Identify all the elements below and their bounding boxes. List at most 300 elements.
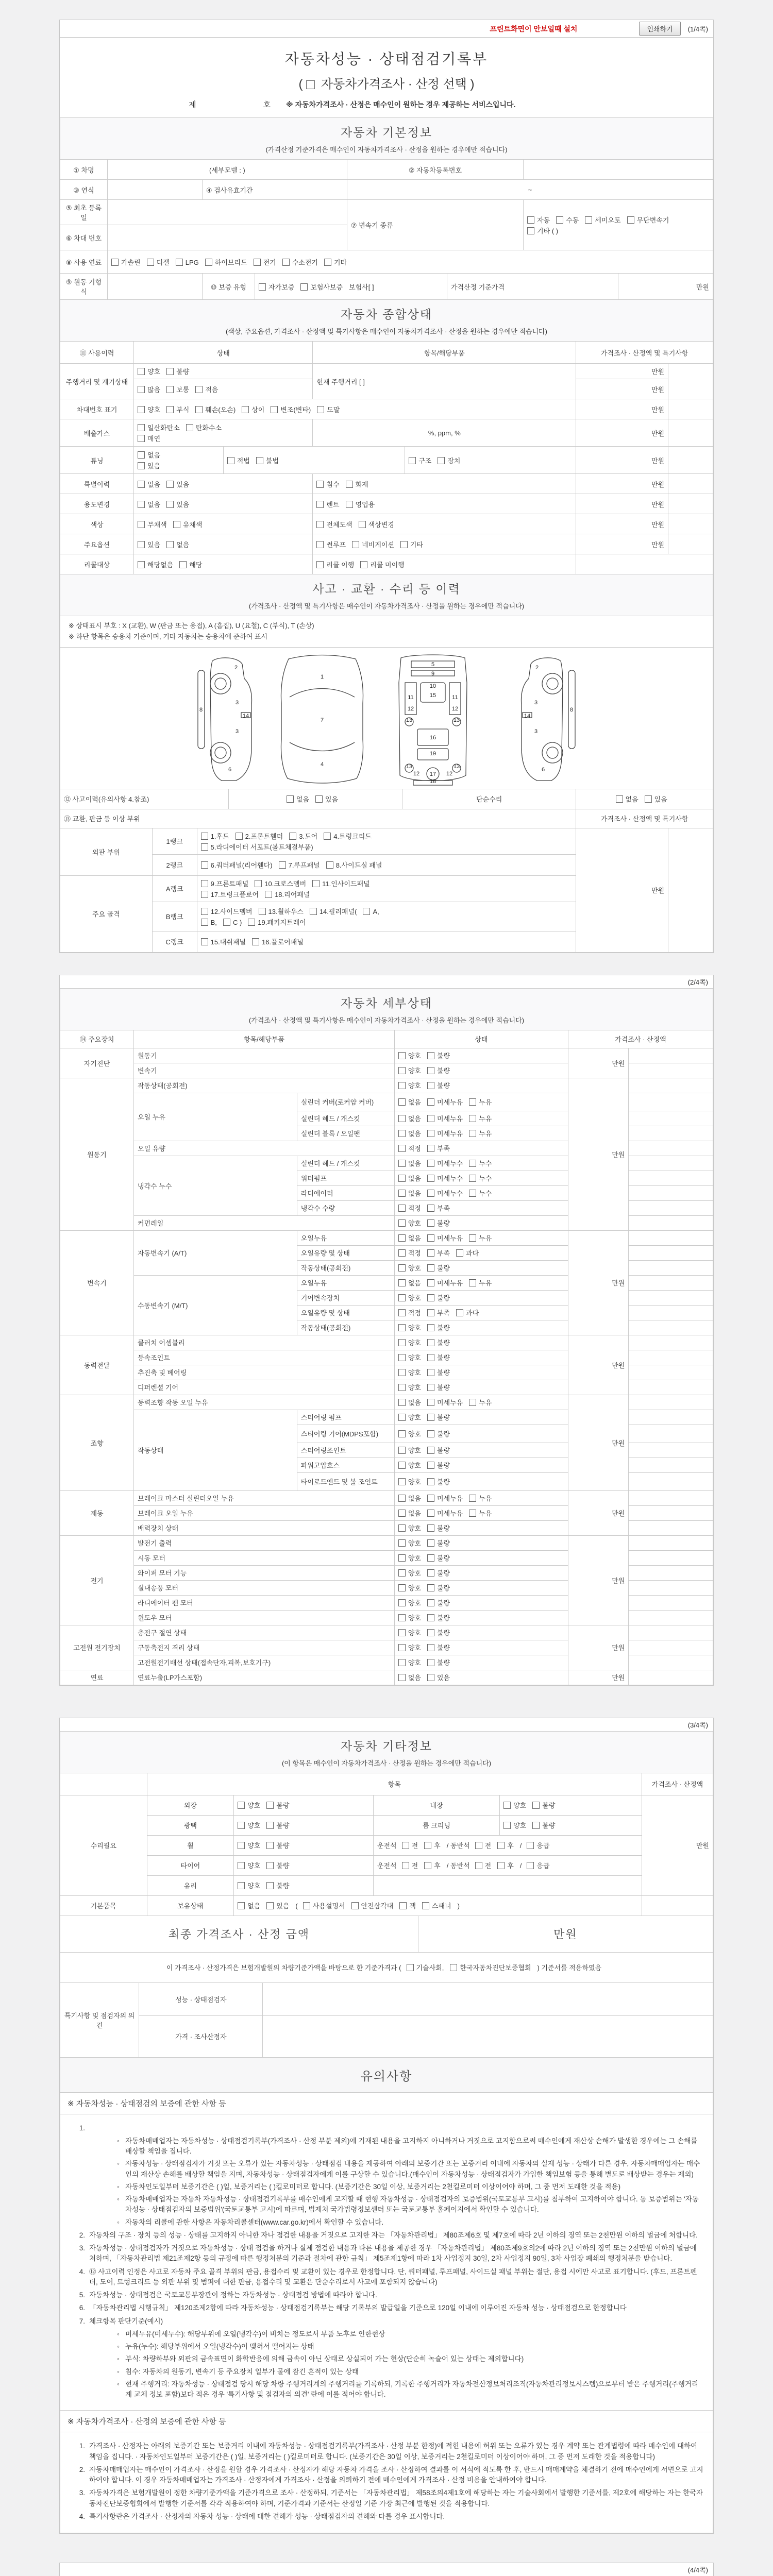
checkbox[interactable]: [409, 457, 416, 464]
checkbox[interactable]: [166, 406, 174, 413]
checkbox-option[interactable]: [398, 1158, 421, 1168]
checkbox-option[interactable]: [398, 1508, 421, 1518]
checkbox[interactable]: [402, 1862, 409, 1869]
checkbox-option[interactable]: [300, 282, 343, 292]
checkbox[interactable]: [315, 795, 323, 803]
checkbox[interactable]: [427, 1495, 434, 1502]
checkbox[interactable]: [427, 1554, 434, 1562]
checkbox[interactable]: [398, 1462, 406, 1469]
checkbox-option[interactable]: [427, 1188, 463, 1198]
checkbox[interactable]: [271, 406, 278, 413]
checkbox[interactable]: [427, 1614, 434, 1621]
checkbox-option[interactable]: [166, 499, 189, 509]
checkbox-option[interactable]: [398, 1065, 421, 1075]
checkbox-option[interactable]: [138, 539, 160, 549]
checkbox-option[interactable]: [398, 1628, 421, 1637]
checkbox-option[interactable]: [527, 226, 558, 235]
checkbox-option[interactable]: [266, 1800, 289, 1810]
checkbox-option[interactable]: [242, 404, 264, 414]
checkbox[interactable]: [398, 1674, 406, 1681]
checkbox-option[interactable]: [469, 1113, 492, 1123]
checkbox-option[interactable]: [627, 215, 669, 225]
checkbox-option[interactable]: [227, 455, 250, 465]
checkbox-option[interactable]: [201, 889, 259, 899]
checkbox[interactable]: [427, 1369, 434, 1376]
checkbox[interactable]: [324, 833, 331, 840]
checkbox-option[interactable]: [138, 519, 167, 529]
checkbox-option[interactable]: [427, 1143, 450, 1153]
checkbox[interactable]: [527, 1842, 534, 1849]
checkbox[interactable]: [398, 1309, 406, 1316]
checkbox[interactable]: [398, 1339, 406, 1346]
checkbox-option[interactable]: [469, 1233, 492, 1243]
checkbox[interactable]: [497, 1842, 505, 1849]
checkbox-option[interactable]: [138, 366, 160, 376]
checkbox[interactable]: [266, 1802, 274, 1809]
checkbox[interactable]: [316, 541, 324, 548]
checkbox[interactable]: [351, 1902, 359, 1909]
checkbox-option[interactable]: [317, 404, 340, 414]
checkbox-option[interactable]: [201, 937, 246, 946]
checkbox[interactable]: [256, 457, 263, 464]
checkbox-option[interactable]: [398, 1412, 421, 1422]
checkbox-option[interactable]: [398, 1672, 421, 1682]
checkbox[interactable]: [427, 1082, 434, 1089]
checkbox-option[interactable]: [469, 1097, 492, 1107]
checkbox-option[interactable]: [316, 539, 346, 549]
checkbox[interactable]: [138, 462, 145, 469]
checkbox-option[interactable]: [205, 257, 247, 267]
checkbox[interactable]: [427, 1524, 434, 1532]
checkbox-option[interactable]: [427, 1097, 463, 1107]
checkbox-option[interactable]: [352, 539, 394, 549]
checkbox[interactable]: [424, 1862, 431, 1869]
checkbox[interactable]: [398, 1145, 406, 1152]
checkbox[interactable]: [195, 406, 203, 413]
checkbox-option[interactable]: [427, 1477, 450, 1486]
checkbox-option[interactable]: [398, 1323, 421, 1332]
checkbox[interactable]: [427, 1098, 434, 1106]
checkbox-option[interactable]: [427, 1412, 450, 1422]
checkbox-option[interactable]: [475, 1860, 492, 1870]
checkbox[interactable]: [427, 1234, 434, 1242]
checkbox[interactable]: [266, 1862, 274, 1869]
checkbox[interactable]: [427, 1264, 434, 1272]
checkbox-option[interactable]: [398, 1382, 421, 1392]
checkbox[interactable]: [195, 386, 203, 393]
checkbox-option[interactable]: [236, 831, 283, 841]
checkbox-option[interactable]: [427, 1323, 450, 1332]
checkbox[interactable]: [398, 1430, 406, 1437]
checkbox-option[interactable]: [424, 1860, 441, 1870]
checkbox-option[interactable]: [398, 1460, 421, 1470]
checkbox-option[interactable]: [398, 1233, 421, 1243]
checkbox[interactable]: [398, 1584, 406, 1591]
checkbox[interactable]: [324, 259, 331, 266]
checkbox[interactable]: [201, 919, 208, 926]
checkbox-option[interactable]: [527, 215, 550, 225]
checkbox-option[interactable]: [427, 1508, 463, 1518]
checkbox-option[interactable]: [289, 831, 317, 841]
checkbox[interactable]: [205, 259, 212, 266]
checkbox[interactable]: [427, 1309, 434, 1316]
checkbox[interactable]: [346, 481, 353, 488]
checkbox-option[interactable]: [201, 831, 229, 841]
checkbox[interactable]: [398, 1234, 406, 1242]
checkbox-option[interactable]: [138, 479, 160, 489]
checkbox[interactable]: [427, 1279, 434, 1286]
checkbox-option[interactable]: [427, 1493, 463, 1503]
checkbox[interactable]: [201, 843, 208, 851]
checkbox-option[interactable]: [279, 860, 320, 870]
checkbox[interactable]: [616, 795, 623, 803]
checkbox-option[interactable]: [398, 1477, 421, 1486]
checkbox-option[interactable]: [527, 1840, 549, 1850]
checkbox[interactable]: [398, 1067, 406, 1074]
checkbox-option[interactable]: [138, 433, 160, 443]
checkbox-option[interactable]: [259, 282, 294, 292]
checkbox[interactable]: [427, 1384, 434, 1391]
checkbox[interactable]: [287, 795, 294, 803]
checkbox-option[interactable]: [427, 1080, 450, 1090]
checkbox-option[interactable]: [450, 1962, 531, 1972]
checkbox-option[interactable]: [409, 455, 431, 465]
checkbox-option[interactable]: [427, 1128, 463, 1138]
checkbox-option[interactable]: [427, 1583, 450, 1592]
checkbox[interactable]: [427, 1249, 434, 1257]
checkbox-option[interactable]: [316, 499, 339, 509]
checkbox[interactable]: [469, 1190, 476, 1197]
checkbox[interactable]: [469, 1510, 476, 1517]
checkbox-option[interactable]: [427, 1613, 450, 1622]
checkbox[interactable]: [238, 1862, 245, 1869]
checkbox-option[interactable]: [223, 919, 242, 926]
checkbox-option[interactable]: [324, 831, 372, 841]
checkbox-option[interactable]: [527, 1860, 549, 1870]
checkbox-option[interactable]: [456, 1308, 479, 1317]
checkbox[interactable]: [398, 1629, 406, 1636]
checkbox[interactable]: [398, 1190, 406, 1197]
checkbox[interactable]: [503, 1822, 511, 1829]
checkbox[interactable]: [427, 1219, 434, 1227]
checkbox[interactable]: [398, 1175, 406, 1182]
checkbox-option[interactable]: [238, 1840, 260, 1850]
checkbox[interactable]: [138, 424, 145, 431]
checkbox[interactable]: [398, 1160, 406, 1167]
checkbox-option[interactable]: [316, 519, 352, 529]
checkbox[interactable]: [427, 1510, 434, 1517]
checkbox[interactable]: [532, 1802, 540, 1809]
checkbox[interactable]: [398, 1264, 406, 1272]
checkbox-option[interactable]: [427, 1538, 450, 1548]
checkbox[interactable]: [398, 1354, 406, 1361]
checkbox[interactable]: [166, 368, 174, 375]
checkbox[interactable]: [138, 521, 145, 528]
checkbox-option[interactable]: [469, 1493, 492, 1503]
checkbox[interactable]: [166, 501, 174, 508]
checkbox[interactable]: [402, 1842, 409, 1849]
checkbox[interactable]: [398, 1554, 406, 1562]
checkbox-option[interactable]: [138, 461, 160, 470]
checkbox[interactable]: [398, 1599, 406, 1606]
checkbox[interactable]: [398, 1539, 406, 1547]
checkbox[interactable]: [427, 1430, 434, 1437]
checkbox-option[interactable]: [324, 257, 347, 267]
checkbox[interactable]: [310, 908, 317, 915]
checkbox-option[interactable]: [138, 404, 160, 414]
checkbox[interactable]: [223, 919, 230, 926]
checkbox[interactable]: [398, 1478, 406, 1485]
checkbox[interactable]: [201, 891, 208, 898]
checkbox-option[interactable]: [427, 1397, 463, 1407]
checkbox-option[interactable]: [469, 1173, 492, 1183]
checkbox-option[interactable]: [316, 560, 354, 569]
checkbox[interactable]: [427, 1067, 434, 1074]
checkbox-option[interactable]: [645, 794, 667, 804]
checkbox-option[interactable]: [398, 1397, 421, 1407]
checkbox-option[interactable]: [252, 937, 304, 946]
checkbox[interactable]: [427, 1339, 434, 1346]
checkbox-option[interactable]: [503, 1820, 526, 1830]
checkbox[interactable]: [398, 1219, 406, 1227]
checkbox-option[interactable]: [398, 1523, 421, 1533]
checkbox[interactable]: [201, 908, 208, 915]
checkbox-option[interactable]: [427, 1173, 463, 1183]
checkbox[interactable]: [316, 501, 324, 508]
checkbox[interactable]: [427, 1145, 434, 1152]
checkbox[interactable]: [279, 861, 286, 869]
checkbox[interactable]: [282, 259, 290, 266]
checkbox-option[interactable]: [248, 917, 306, 927]
checkbox[interactable]: [398, 1130, 406, 1137]
checkbox-option[interactable]: [195, 384, 218, 394]
checkbox-option[interactable]: [616, 794, 638, 804]
checkbox[interactable]: [469, 1098, 476, 1106]
checkbox-option[interactable]: [398, 1642, 421, 1652]
checkbox[interactable]: [398, 1384, 406, 1391]
checkbox-option[interactable]: [201, 842, 313, 852]
checkbox-option[interactable]: [201, 906, 253, 916]
checkbox-option[interactable]: [398, 1429, 421, 1438]
checkbox[interactable]: [166, 541, 174, 548]
checkbox-option[interactable]: [266, 1880, 289, 1890]
checkbox-option[interactable]: [359, 519, 394, 529]
checkbox[interactable]: [427, 1599, 434, 1606]
checkbox[interactable]: [427, 1539, 434, 1547]
checkbox-option[interactable]: [469, 1278, 492, 1287]
checkbox-option[interactable]: [469, 1158, 492, 1168]
checkbox[interactable]: [427, 1294, 434, 1301]
checkbox-option[interactable]: [427, 1158, 463, 1168]
checkbox[interactable]: [469, 1279, 476, 1286]
checkbox[interactable]: [398, 1524, 406, 1532]
checkbox-option[interactable]: [427, 1050, 450, 1060]
checkbox[interactable]: [252, 938, 259, 945]
checkbox-option[interactable]: [266, 1901, 289, 1910]
checkbox[interactable]: [312, 880, 320, 887]
checkbox[interactable]: [427, 1190, 434, 1197]
checkbox[interactable]: [427, 1584, 434, 1591]
checkbox-option[interactable]: [427, 1642, 450, 1652]
checkbox[interactable]: [266, 1822, 274, 1829]
checkbox[interactable]: [238, 1882, 245, 1889]
checkbox-option[interactable]: [303, 1901, 345, 1910]
checkbox-option[interactable]: [398, 1352, 421, 1362]
checkbox-option[interactable]: [398, 1203, 421, 1213]
checkbox[interactable]: [316, 481, 324, 488]
checkbox-option[interactable]: [427, 1337, 450, 1347]
checkbox[interactable]: [427, 1569, 434, 1577]
checkbox[interactable]: [427, 1205, 434, 1212]
checkbox-option[interactable]: [254, 257, 276, 267]
checkbox-option[interactable]: [179, 560, 202, 569]
checkbox[interactable]: [259, 283, 266, 291]
checkbox[interactable]: [450, 1964, 457, 1971]
checkbox-option[interactable]: [399, 1901, 416, 1910]
checkbox-option[interactable]: [398, 1583, 421, 1592]
checkbox-option[interactable]: [351, 1901, 394, 1910]
checkbox-option[interactable]: [456, 1248, 479, 1258]
checkbox[interactable]: [266, 1882, 274, 1889]
checkbox[interactable]: [456, 1309, 463, 1316]
checkbox-option[interactable]: [475, 1840, 492, 1850]
checkbox-option[interactable]: [398, 1568, 421, 1578]
checkbox[interactable]: [427, 1324, 434, 1331]
checkbox[interactable]: [242, 406, 249, 413]
install-print-link[interactable]: 프린트화면이 안보일때 설치: [490, 24, 578, 33]
checkbox[interactable]: [424, 1842, 431, 1849]
checkbox-option[interactable]: [497, 1840, 514, 1850]
checkbox-option[interactable]: [312, 878, 369, 888]
checkbox-option[interactable]: [398, 1050, 421, 1060]
checkbox[interactable]: [238, 1902, 245, 1909]
checkbox[interactable]: [359, 521, 366, 528]
checkbox[interactable]: [259, 908, 266, 915]
checkbox-option[interactable]: [427, 1382, 450, 1392]
checkbox[interactable]: [398, 1447, 406, 1454]
checkbox-option[interactable]: [427, 1065, 450, 1075]
checkbox[interactable]: [469, 1130, 476, 1137]
checkbox-option[interactable]: [427, 1218, 450, 1228]
checkbox[interactable]: [147, 259, 154, 266]
checkbox-option[interactable]: [427, 1352, 450, 1362]
checkbox-option[interactable]: [427, 1628, 450, 1637]
checkbox-option[interactable]: [316, 479, 339, 489]
checkbox-option[interactable]: [400, 539, 423, 549]
checkbox[interactable]: [303, 1902, 310, 1909]
checkbox-option[interactable]: [310, 906, 357, 916]
checkbox-option[interactable]: [147, 257, 170, 267]
checkbox[interactable]: [111, 259, 119, 266]
checkbox[interactable]: [236, 833, 243, 840]
checkbox[interactable]: [427, 1478, 434, 1485]
checkbox[interactable]: [398, 1369, 406, 1376]
checkbox[interactable]: [265, 891, 272, 898]
checkbox[interactable]: [585, 216, 592, 224]
checkbox-option[interactable]: [427, 1445, 450, 1455]
checkbox-option[interactable]: [424, 1840, 441, 1850]
checkbox[interactable]: [326, 861, 333, 869]
checkbox[interactable]: [398, 1659, 406, 1666]
checkbox-option[interactable]: [398, 1143, 421, 1153]
checkbox-option[interactable]: [166, 384, 189, 394]
checkbox-option[interactable]: [398, 1337, 421, 1347]
checkbox[interactable]: [398, 1249, 406, 1257]
checkbox-option[interactable]: [427, 1657, 450, 1667]
checkbox[interactable]: [422, 1902, 429, 1909]
checkbox-option[interactable]: [427, 1672, 450, 1682]
checkbox-option[interactable]: [238, 1880, 260, 1890]
checkbox-option[interactable]: [469, 1397, 492, 1407]
checkbox[interactable]: [527, 227, 534, 234]
checkbox-option[interactable]: [398, 1263, 421, 1273]
checkbox-option[interactable]: [346, 479, 368, 489]
checkbox-option[interactable]: [266, 1840, 289, 1850]
checkbox[interactable]: [469, 1234, 476, 1242]
checkbox-option[interactable]: [282, 257, 318, 267]
checkbox-option[interactable]: [398, 1613, 421, 1622]
checkbox[interactable]: [201, 880, 208, 887]
checkbox-option[interactable]: [438, 455, 460, 465]
checkbox[interactable]: [497, 1862, 505, 1869]
checkbox-option[interactable]: [398, 1367, 421, 1377]
checkbox-option[interactable]: [427, 1233, 463, 1243]
checkbox[interactable]: [407, 1964, 414, 1971]
checkbox-option[interactable]: [259, 906, 304, 916]
checkbox-option[interactable]: [398, 1278, 421, 1287]
checkbox[interactable]: [532, 1822, 540, 1829]
checkbox[interactable]: [346, 501, 353, 508]
print-button[interactable]: 인쇄하기: [639, 22, 680, 36]
checkbox[interactable]: [360, 561, 367, 568]
checkbox[interactable]: [469, 1175, 476, 1182]
checkbox-option[interactable]: [287, 794, 309, 804]
checkbox-option[interactable]: [360, 560, 404, 569]
checkbox-option[interactable]: [427, 1523, 450, 1533]
checkbox-option[interactable]: [138, 450, 160, 460]
checkbox-option[interactable]: [427, 1429, 450, 1438]
checkbox-option[interactable]: [346, 499, 375, 509]
checkbox-option[interactable]: [398, 1553, 421, 1563]
checkbox[interactable]: [166, 481, 174, 488]
checkbox[interactable]: [398, 1115, 406, 1122]
checkbox[interactable]: [255, 880, 262, 887]
checkbox-option[interactable]: [398, 1248, 421, 1258]
checkbox-option[interactable]: [427, 1367, 450, 1377]
checkbox-option[interactable]: [398, 1128, 421, 1138]
checkbox-option[interactable]: [111, 257, 141, 267]
checkbox-option[interactable]: [201, 919, 217, 926]
checkbox[interactable]: [138, 406, 145, 413]
checkbox[interactable]: [398, 1052, 406, 1059]
checkbox[interactable]: [427, 1130, 434, 1137]
checkbox-option[interactable]: [503, 1800, 526, 1810]
checkbox[interactable]: [289, 833, 296, 840]
checkbox-option[interactable]: [398, 1113, 421, 1123]
checkbox[interactable]: [238, 1802, 245, 1809]
checkbox-option[interactable]: [138, 422, 180, 432]
checkbox[interactable]: [427, 1399, 434, 1406]
checkbox-option[interactable]: [326, 860, 382, 870]
checkbox[interactable]: [398, 1294, 406, 1301]
checkbox[interactable]: [398, 1399, 406, 1406]
checkbox-option[interactable]: [532, 1800, 555, 1810]
checkbox-option[interactable]: [138, 499, 160, 509]
checkbox[interactable]: [398, 1614, 406, 1621]
checkbox[interactable]: [427, 1175, 434, 1182]
checkbox-option[interactable]: [363, 908, 379, 916]
checkbox-option[interactable]: [427, 1568, 450, 1578]
